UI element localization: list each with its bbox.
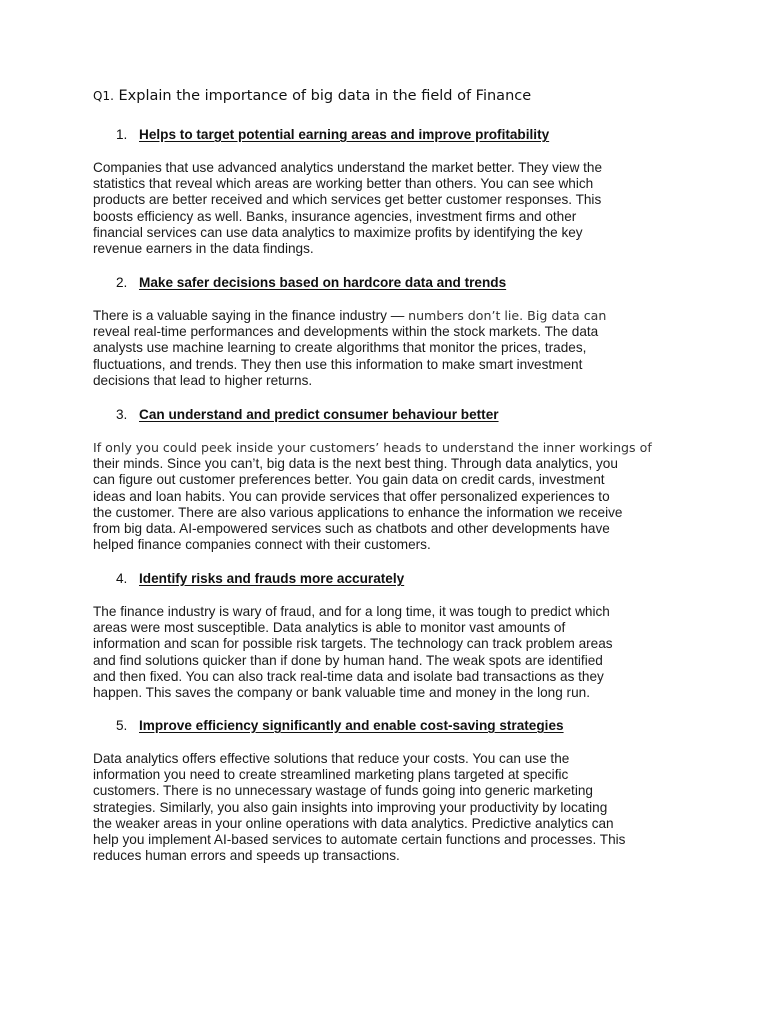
paragraph-line: the weaker areas in your online operations with data analytics. Predictive analytics can	[93, 815, 614, 831]
question-text: Explain the importance of big data in the field of Finance	[118, 88, 532, 104]
paragraph-line-part: There is a valuable saying in the finance industry —	[93, 308, 409, 323]
paragraph-line: customers. There is no unnecessary wastage of funds going into generic marketing	[93, 783, 593, 799]
section-paragraph-1	[93, 160, 683, 257]
section-number: 4.	[116, 571, 128, 586]
paragraph-line: boosts efficiency as well. Banks, insurance agencies, investment firms and other	[93, 208, 577, 224]
section-paragraph-4	[93, 604, 683, 701]
paragraph-line: fluctuations, and trends. They then use this information to make smart investment	[93, 356, 583, 372]
paragraph-line: information you need to create streamlined marketing plans targeted at specific	[93, 767, 569, 783]
question-number: Q1.	[93, 89, 114, 103]
paragraph-line: financial services can use data analytics to maximize profits by identifying the key	[93, 224, 583, 240]
paragraph-line: helped finance companies connect with their customers.	[93, 537, 431, 553]
section-heading-5	[116, 718, 564, 733]
section-heading-1	[116, 127, 549, 142]
paragraph-line: the customer. There are also various applications to enhance the information we receive	[93, 504, 623, 520]
paragraph-line: ideas and loan habits. You can provide services that offer personalized experiences to	[93, 488, 610, 504]
paragraph-line: The finance industry is wary of fraud, and for a long time, it was tough to predict which	[93, 604, 610, 619]
section-number: 5.	[116, 718, 128, 733]
paragraph-line: can figure out customer preferences better. You gain data on credit cards, investment	[93, 472, 605, 488]
paragraph-line: from big data. AI-empowered services such as chatbots and other developments have	[93, 521, 610, 537]
paragraph-line: reveal real-time performances and developments within the stock markets. The data	[93, 324, 599, 340]
section-paragraph-3	[93, 440, 683, 553]
section-number: 1.	[116, 127, 128, 142]
section-number: 3.	[116, 407, 128, 422]
paragraph-line: and find solutions quicker than if done by human hand. The weak spots are identified	[93, 652, 603, 668]
paragraph-line: decisions that lead to higher returns.	[93, 372, 313, 388]
paragraph-line: happen. This saves the company or bank valuable time and money in the long run.	[93, 685, 590, 701]
paragraph-line: Data analytics offers effective solutions that reduce your costs. You can use the	[93, 751, 570, 766]
section-heading-text: Can understand and predict consumer behaviour better	[139, 407, 499, 422]
section-heading-text: Improve efficiency significantly and enable cost-saving strategies	[139, 718, 564, 733]
section-heading-text: Make safer decisions based on hardcore data and trends	[139, 275, 507, 290]
paragraph-line: statistics that reveal which areas are working better than others. You can see which	[93, 176, 594, 192]
section-heading-4	[116, 571, 404, 586]
paragraph-line: areas were most susceptible. Data analytics is able to monitor vast amounts of	[93, 620, 566, 636]
paragraph-line: If only you could peek inside your customers’ heads to understand the inner workings of	[93, 440, 652, 455]
paragraph-line: strategies. Similarly, you also gain insights into improving your productivity by locating	[93, 799, 608, 815]
question-title	[93, 88, 531, 104]
paragraph-line: Companies that use advanced analytics understand the market better. They view the	[93, 160, 603, 175]
paragraph-line-part: numbers don’t lie. Big data can	[408, 308, 607, 323]
section-heading-text: Helps to target potential earning areas and improve profitability	[139, 127, 550, 142]
section-paragraph-5	[93, 751, 683, 864]
paragraph-line: information and scan for possible risk targets. The technology can track problem areas	[93, 636, 613, 652]
section-heading-2	[116, 275, 506, 290]
paragraph-line: and then fixed. You can also track real-time data and isolate bad transactions as they	[93, 668, 604, 684]
section-paragraph-2	[93, 308, 683, 389]
section-heading-text: Identify risks and frauds more accurately	[139, 571, 405, 586]
paragraph-line: help you implement AI-based services to automate certain functions and processes. This	[93, 832, 626, 848]
paragraph-line: revenue earners in the data findings.	[93, 241, 314, 257]
paragraph-line	[93, 308, 683, 324]
section-heading-3	[116, 407, 499, 422]
section-number: 2.	[116, 275, 128, 290]
paragraph-line: analysts use machine learning to create algorithms that monitor the prices, trades,	[93, 340, 587, 356]
paragraph-line: their minds. Since you can’t, big data is the next best thing. Through data analytics, you	[93, 456, 618, 472]
paragraph-line: products are better received and which services get better customer responses. This	[93, 192, 602, 208]
paragraph-line: reduces human errors and speeds up transactions.	[93, 848, 400, 864]
